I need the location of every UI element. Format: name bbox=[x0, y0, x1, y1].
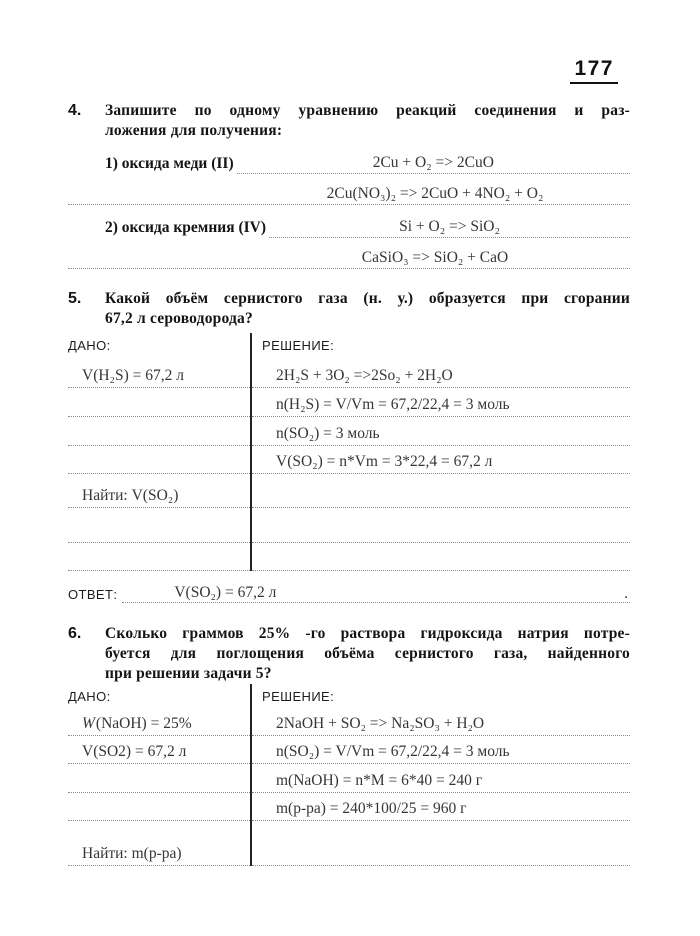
reshenie-row bbox=[252, 508, 630, 543]
problem-4 bbox=[68, 101, 630, 269]
dano-row bbox=[68, 359, 250, 388]
mass-solution-calc: m(p-pa) = 240*100/25 = 960 г bbox=[276, 800, 467, 817]
reshenie-row bbox=[252, 736, 630, 764]
dano-row bbox=[68, 821, 250, 866]
find-mass-solution: Найти: m(p-pa) bbox=[82, 845, 182, 862]
reshenie-row bbox=[252, 417, 630, 446]
problem-5-solution-table bbox=[68, 333, 630, 571]
otvet-header: ОТВЕТ: bbox=[68, 587, 118, 602]
given-mass-fraction-naoh bbox=[82, 715, 192, 732]
reshenie-header: РЕШЕНИЕ: bbox=[262, 338, 335, 353]
dano-header: ДАНО: bbox=[68, 338, 111, 353]
problem-4-statement bbox=[68, 101, 630, 141]
given-volume-so2: V(SO2) = 67,2 л bbox=[82, 743, 187, 760]
problem-6-statement-line-2: буется для поглощения объёма сернистого газа, найденного bbox=[105, 645, 630, 662]
given-volume-h2s: V(H₂S) = 67,2 л bbox=[82, 367, 184, 384]
mass-naoh-calc: m(NaOH) = n*M = 6*40 = 240 г bbox=[276, 772, 483, 789]
mass-fraction-symbol: W bbox=[82, 715, 95, 732]
dano-row bbox=[68, 543, 250, 571]
problem-5-statement-line-1: Какой объём сернистого газа (н. у.) образуется при сгорании bbox=[105, 290, 630, 307]
answer-line bbox=[122, 584, 630, 603]
answer-row-copper-2 bbox=[68, 174, 630, 205]
moles-so2-calc: n(SO₂) = V/Vm = 67,2/22,4 = 3 моль bbox=[276, 743, 510, 760]
dano-row bbox=[68, 417, 250, 446]
problem-6-number: 6. bbox=[68, 625, 82, 642]
problem-4-statement-line-1: Запишите по одному уравнению реакций соединения и раз- bbox=[105, 102, 630, 119]
answer-line bbox=[237, 144, 630, 174]
problem-5-answer-row bbox=[68, 584, 630, 603]
dano-row bbox=[68, 446, 250, 474]
answer-line bbox=[68, 238, 630, 269]
problem-5 bbox=[68, 289, 630, 603]
reshenie-row bbox=[252, 474, 630, 508]
problem-6-statement-line-1: Сколько граммов 25% -го раствора гидроксида натрия потре- bbox=[105, 625, 630, 642]
page-header bbox=[68, 0, 630, 84]
reshenie-column bbox=[252, 333, 630, 571]
equation-naoh-so2: 2NaOH + SO₂ => Na₂SO₃ + H₂O bbox=[276, 715, 485, 732]
answer-row-silicon-2 bbox=[68, 238, 630, 269]
reshenie-row bbox=[252, 708, 630, 736]
dano-row bbox=[68, 508, 250, 543]
reshenie-row bbox=[252, 388, 630, 417]
copper-oxide-label: 1) оксида меди (II) bbox=[105, 155, 234, 172]
problem-5-text bbox=[105, 289, 630, 329]
answer-line bbox=[269, 205, 630, 238]
dano-row bbox=[68, 764, 250, 793]
answer-line bbox=[68, 174, 630, 205]
problem-6-statement bbox=[68, 624, 630, 684]
problem-4-text bbox=[105, 101, 630, 141]
equation-h2s-combustion: 2H₂S + 3O₂ =>2So₂ + 2H₂O bbox=[276, 367, 453, 384]
answer-period: . bbox=[624, 586, 628, 602]
dano-row bbox=[68, 474, 250, 508]
problem-6-statement-line-3: при решении задачи 5? bbox=[105, 665, 272, 682]
moles-so2-value: n(SO₂) = 3 моль bbox=[276, 425, 380, 442]
equation-silicon-decomposition: CaSiO₃ => SiO₂ + CaO bbox=[361, 249, 509, 266]
problem-6-solution-table bbox=[68, 684, 630, 866]
find-volume-so2: Найти: V(SO₂) bbox=[82, 487, 179, 504]
mass-fraction-rest: (NaOH) = 25% bbox=[95, 715, 192, 732]
reshenie-row bbox=[252, 359, 630, 388]
page-number: 177 bbox=[570, 57, 618, 84]
problem-4-statement-line-2: ложения для получения: bbox=[105, 122, 283, 139]
reshenie-row bbox=[252, 543, 630, 571]
answer-row-copper-1 bbox=[68, 144, 630, 174]
reshenie-row bbox=[252, 793, 630, 821]
dano-column bbox=[68, 333, 252, 571]
silicon-oxide-label: 2) оксида кремния (IV) bbox=[105, 219, 267, 236]
dano-row bbox=[68, 736, 250, 764]
problem-5-statement bbox=[68, 289, 630, 329]
dano-row bbox=[68, 708, 250, 736]
volume-so2-calc: V(SO₂) = n*Vm = 3*22,4 = 67,2 л bbox=[276, 453, 493, 470]
dano-row bbox=[68, 388, 250, 417]
equation-copper-decomposition: 2Cu(NO₃)₂ => 2CuO + 4NO₂ + O₂ bbox=[326, 185, 544, 202]
problem-4-number: 4. bbox=[68, 102, 82, 119]
reshenie-header: РЕШЕНИЕ: bbox=[262, 689, 335, 704]
final-answer-value: V(SO₂) = 67,2 л bbox=[174, 584, 277, 601]
reshenie-row bbox=[252, 446, 630, 474]
dano-row bbox=[68, 793, 250, 821]
problem-5-number: 5. bbox=[68, 290, 82, 307]
equation-silicon-synthesis: Si + O₂ => SiO₂ bbox=[399, 218, 500, 235]
problem-6 bbox=[68, 624, 630, 866]
reshenie-row bbox=[252, 821, 630, 866]
problem-6-text bbox=[105, 624, 630, 684]
reshenie-row bbox=[252, 764, 630, 793]
problem-5-statement-line-2: 67,2 л сероводорода? bbox=[105, 310, 253, 327]
dano-header: ДАНО: bbox=[68, 689, 111, 704]
equation-copper-synthesis: 2Cu + O₂ => 2CuO bbox=[372, 154, 494, 171]
moles-h2s-calc: n(H₂S) = V/Vm = 67,2/22,4 = 3 моль bbox=[276, 396, 510, 413]
answer-row-silicon-1 bbox=[68, 205, 630, 238]
reshenie-column bbox=[252, 684, 630, 866]
problem-4-answers bbox=[68, 144, 630, 269]
dano-column bbox=[68, 684, 252, 866]
